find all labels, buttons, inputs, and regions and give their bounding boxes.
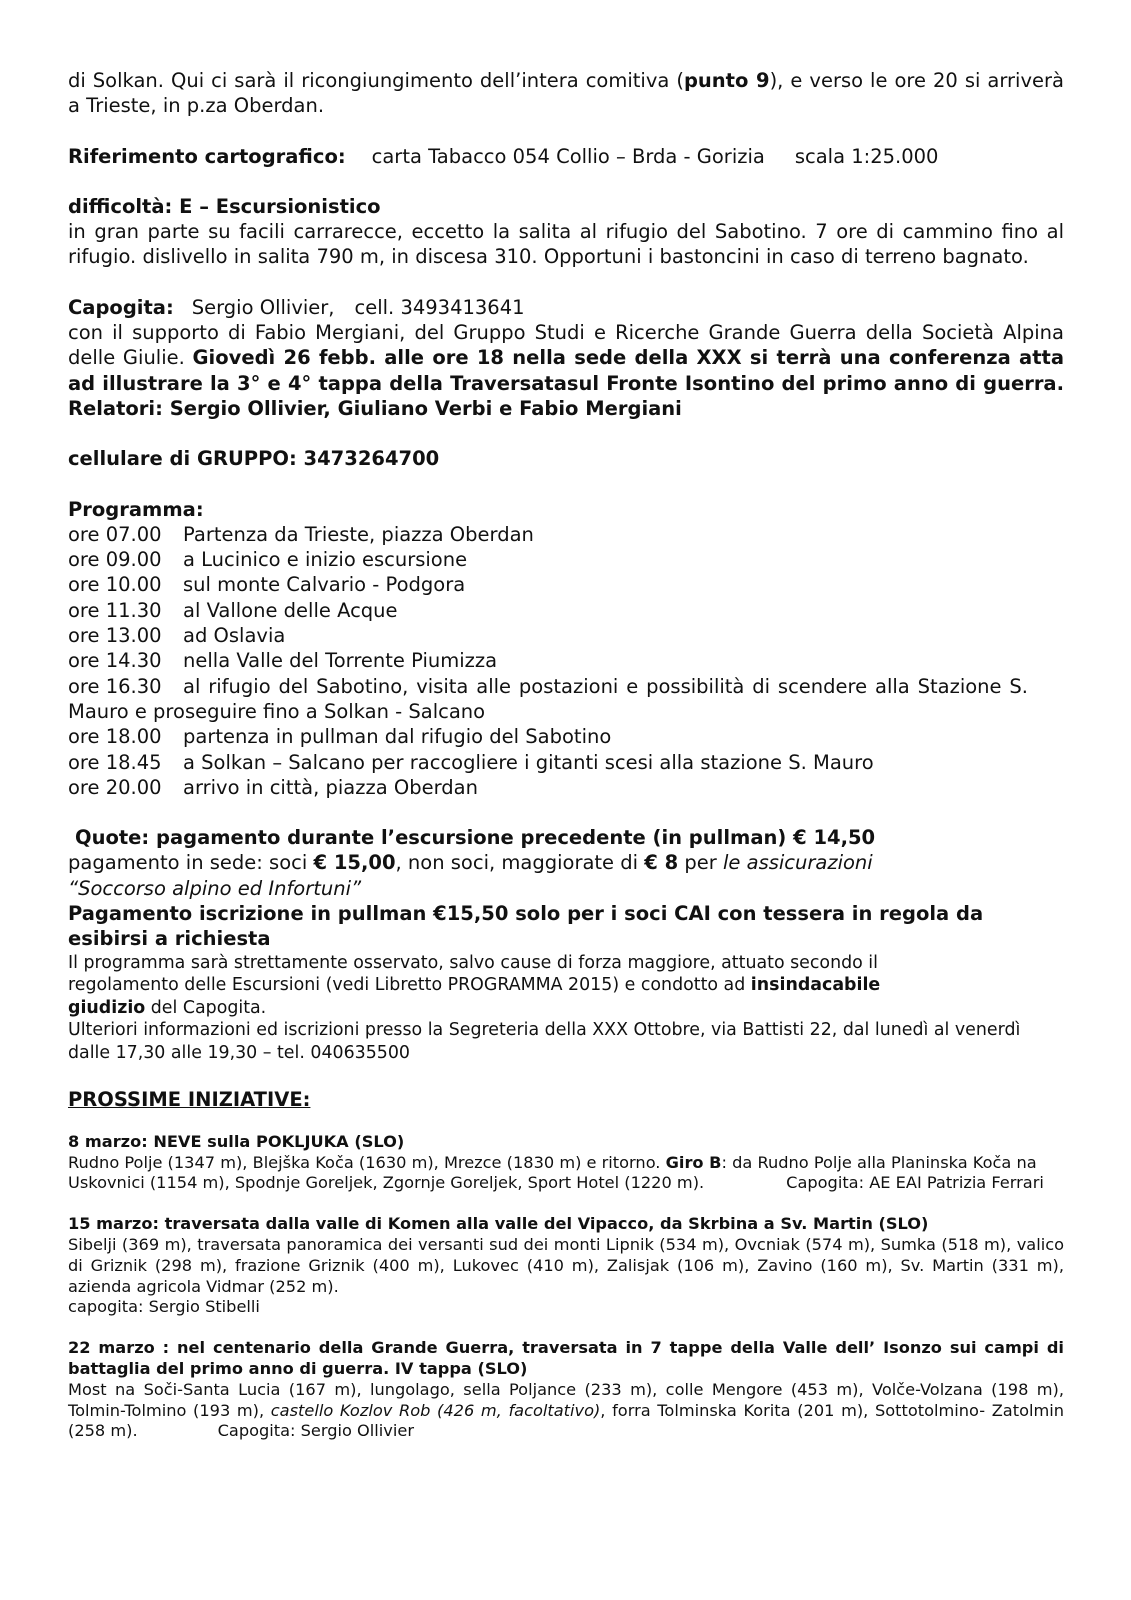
group-phone xyxy=(68,446,1064,471)
schedule-time: ore 10.00 xyxy=(68,573,162,597)
schedule-time: ore 14.30 xyxy=(68,649,162,673)
intro-point: punto 9 xyxy=(683,69,770,92)
schedule-row xyxy=(68,724,1064,749)
schedule-time: ore 18.45 xyxy=(68,750,162,774)
group-phone-text: cellulare di GRUPPO: 3473264700 xyxy=(68,447,440,471)
event-title-text: 22 marzo : nel centenario della Grande Guerra, traversata in 7 tappe della Valle dell’ Isonzo sui campi di battaglia del primo anno di guerra. IV tappa (SLO) xyxy=(68,1338,1064,1379)
event-title-text: 8 marzo: NEVE sulla POKLJUKA (SLO) xyxy=(68,1131,405,1151)
programma-title xyxy=(68,497,1064,522)
event-text xyxy=(68,1153,1064,1195)
schedule-text: al rifugio del Sabotino, visita alle postazioni e possibilità di scendere alla Stazione S. Mauro e proseguire fino a Solkan - Salcano xyxy=(68,674,1028,723)
event-text-part: , forra Tolminska Korita (201 m), Sottotolmino- Zatolmin (258 m). xyxy=(68,1400,1064,1441)
schedule-text: Partenza da Trieste, piazza Oberdan xyxy=(183,522,534,546)
event-leader: Capogita: AE EAI Patrizia Ferrari xyxy=(786,1173,1044,1193)
document-page xyxy=(68,68,1064,1442)
leader-line xyxy=(68,295,1064,320)
event-text: Sibelji (369 m), traversata panoramica dei versanti sud dei monti Lipnik (534 m), Ovcniak (574 m), Sumka (518 m), valico di Griznik (298 m), frazione Griznik (400 m), Lukovec (410 m), Zalisjak (106 m), Zavino (160 m), Sv. Martin (331 m), azienda agricola Vidmar (252 m). xyxy=(68,1235,1064,1296)
event-title-text: 15 marzo: traversata dalla valle di Komen alla valle del Vipacco, da Skrbina a Sv. Martin (SLO) xyxy=(68,1214,929,1234)
schedule-time: ore 16.30 xyxy=(68,674,162,698)
event-text-part: Rudno Polje (1347 m), Blejška Koča (1630 m), Mrezce (1830 m) e ritorno. xyxy=(68,1152,666,1172)
difficulty-title xyxy=(68,194,1064,219)
quote-line xyxy=(68,825,1064,850)
rules-text-end: del Capogita. xyxy=(145,997,267,1018)
event-2 xyxy=(68,1214,1064,1318)
rules-bold: insindacabile giudizio xyxy=(68,975,881,1018)
event-text xyxy=(68,1380,1064,1442)
map-reference xyxy=(68,144,1064,169)
quote-bus-payment xyxy=(68,901,1008,952)
schedule-text: arrivo in città, piazza Oberdan xyxy=(183,775,478,799)
map-reference-value: carta Tabacco 054 Collio – Brda - Gorizia xyxy=(371,144,765,168)
info-paragraph: Ulteriori informazioni ed iscrizioni presso la Segreteria della XXX Ottobre, via Battisti 22, dal lunedì al venerdì dalle 17,30 alle 19,30 – tel. 040635500 xyxy=(68,1020,1021,1063)
difficulty-title-text: difficoltà: E – Escursionistico xyxy=(68,194,381,218)
event-title xyxy=(68,1214,1064,1235)
quote-text: per xyxy=(678,851,723,875)
difficulty-text: in gran parte su facili carrarecce, eccetto la salita al rifugio del Sabotino. 7 ore di cammino fino al rifugio. dislivello in salita 790 m, in discesa 310. Opportuni i bastoncini in caso di terreno bagnato. xyxy=(68,220,1064,269)
schedule-time: ore 20.00 xyxy=(68,775,162,799)
intro-paragraph xyxy=(68,68,1064,119)
leader-name: Sergio Ollivier, xyxy=(191,295,335,319)
intro-text-end: ), e verso le ore 20 si arriverà a Trieste, in p.za Oberdan. xyxy=(68,69,1064,118)
intro-text: di Solkan. Qui ci sarà il ricongiungimento dell’intera comitiva ( xyxy=(68,69,684,92)
leader-label: Capogita: xyxy=(68,295,174,319)
leader-phone: cell. 3493413641 xyxy=(354,295,525,319)
event-text-part: : da Rudno Polje alla Planinska Koča na Uskovnici (1154 m), Spodnje Goreljek, Zgornje Goreljek, Sport Hotel (1220 m). xyxy=(68,1152,1037,1193)
event-text-part: Most na Soči-Santa Lucia (167 m), lungolago, sella Poljance (233 m), colle Mengore (453 m), Volče-Volzana (198 m), Tolmin-Tolmino (193 m), xyxy=(68,1379,1064,1420)
schedule-time: ore 07.00 xyxy=(68,522,162,546)
schedule-row xyxy=(68,648,1064,673)
quote-bus-payment-text: Pagamento iscrizione in pullman €15,50 solo per i soci CAI con tessera in regola da esibirsi a richiesta xyxy=(68,902,984,951)
schedule-row xyxy=(68,522,1064,547)
leader-support-paragraph xyxy=(68,320,1064,421)
schedule-row xyxy=(68,547,1064,572)
schedule-row xyxy=(68,598,1064,623)
quote-insurance-name: “Soccorso alpino ed Infortuni” xyxy=(68,876,362,900)
prossime-title-text: PROSSIME INIZIATIVE: xyxy=(68,1087,311,1111)
leader-support: con il supporto di Fabio Mergiani, del Gruppo Studi e Ricerche Grande Guerra della Società Alpina delle Giulie. xyxy=(68,321,1064,370)
schedule-text: a Solkan – Salcano per raccogliere i gitanti scesi alla stazione S. Mauro xyxy=(183,750,874,774)
quote-member-price: € 15,00 xyxy=(313,851,396,875)
quote-text: , non soci, maggiorate di xyxy=(395,851,645,875)
event-leader: Capogita: Sergio Ollivier xyxy=(217,1421,414,1441)
schedule-time: ore 11.30 xyxy=(68,598,162,622)
schedule-text: al Vallone delle Acque xyxy=(183,598,398,622)
quote-text: pagamento in sede: soci xyxy=(68,851,314,875)
event-leader: capogita: Sergio Stibelli xyxy=(68,1297,260,1317)
schedule-row xyxy=(68,750,1064,775)
rules-paragraph xyxy=(68,952,948,1020)
quote-members-line xyxy=(68,850,1064,875)
schedule-time: ore 09.00 xyxy=(68,548,162,572)
schedule-text: nella Valle del Torrente Piumizza xyxy=(183,649,498,673)
quote-insurance-line xyxy=(68,876,1064,901)
quote-price: Quote: pagamento durante l’escursione precedente (in pullman) € 14,50 xyxy=(75,826,876,850)
schedule-text: a Lucinico e inizio escursione xyxy=(183,548,468,572)
schedule-text: sul monte Calvario - Podgora xyxy=(183,573,466,597)
schedule-row xyxy=(68,572,1064,597)
rules-text: Il programma sarà strettamente osservato, salvo cause di forza maggiore, attuato secondo il regolamento delle Escursioni (vedi Libretto PROGRAMMA 2015) e condotto ad xyxy=(68,952,878,996)
schedule-text: partenza in pullman dal rifugio del Sabotino xyxy=(183,725,612,749)
map-reference-scale: scala 1:25.000 xyxy=(794,144,939,168)
schedule-text: ad Oslavia xyxy=(183,624,286,648)
event-3 xyxy=(68,1338,1064,1442)
schedule-row xyxy=(68,674,1028,725)
event-text-bold: Giro B xyxy=(665,1152,722,1172)
programma-list xyxy=(68,522,1064,800)
event-text-italic: castello Kozlov Rob (426 m, facoltativo) xyxy=(270,1400,601,1420)
schedule-time: ore 18.00 xyxy=(68,725,162,749)
quote-surcharge: € 8 xyxy=(644,851,679,875)
programma-title-text: Programma: xyxy=(68,497,204,521)
conference-announcement: Giovedì 26 febb. alle ore 18 nella sede della XXX si terrà una conferenza atta ad illustrare la 3° e 4° tappa della Traversatasul Fronte Isontino del primo anno di guerra. Relatori: Sergio Ollivier, Giuliano Verbi e Fabio Mergiani xyxy=(68,346,1064,420)
event-title xyxy=(68,1338,1064,1380)
schedule-row xyxy=(68,775,1064,800)
schedule-time: ore 13.00 xyxy=(68,624,162,648)
schedule-row xyxy=(68,623,1064,648)
quote-insurance: le assicurazioni xyxy=(723,851,873,875)
event-title xyxy=(68,1132,1064,1153)
map-reference-label: Riferimento cartografico: xyxy=(68,144,346,168)
prossime-title xyxy=(68,1087,1064,1112)
event-1 xyxy=(68,1132,1064,1194)
